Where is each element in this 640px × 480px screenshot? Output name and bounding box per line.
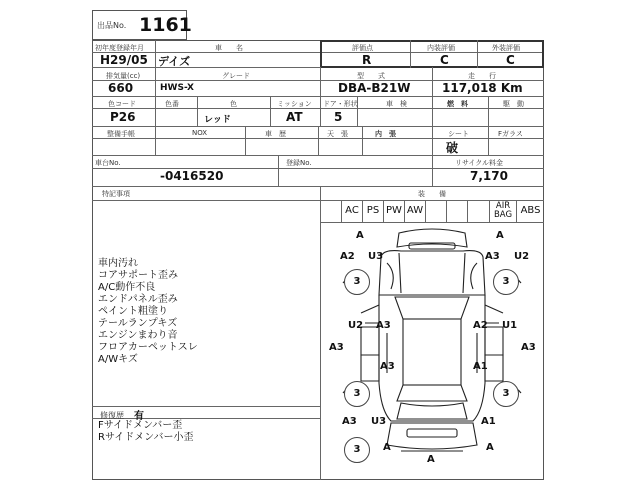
col-line [197, 96, 198, 126]
damage-code: A [496, 230, 504, 241]
col-line [245, 126, 246, 155]
grade-value: HWS-X [160, 83, 194, 93]
damage-code: U2 [348, 320, 364, 331]
recycle-value: 7,170 [470, 169, 508, 183]
damage-code: A2 [340, 251, 355, 262]
remark-item: エンドパネル歪み [98, 294, 178, 305]
damage-code: A1 [481, 416, 496, 427]
color-label: 色 [230, 100, 237, 108]
col-line [432, 155, 433, 186]
doors-value: 5 [334, 110, 343, 124]
equip-cell-empty [446, 200, 467, 222]
damage-code: A [356, 230, 364, 241]
row-line [92, 418, 320, 419]
lot-label: 出品No. [97, 21, 127, 30]
recycle-label: リサイクル料金 [455, 159, 504, 167]
repair-item: Rサイドメンバー小歪 [98, 432, 194, 443]
wheel-rear-left: 3 [344, 381, 370, 407]
remark-item: コアサポート歪み [98, 270, 178, 281]
col-line [432, 126, 433, 155]
equip-abs: ABS [516, 200, 544, 222]
col-line [488, 126, 489, 155]
col-line [410, 40, 411, 68]
wheel-front-left: 3 [344, 269, 370, 295]
equip-cell-empty [320, 200, 341, 222]
col-line [320, 67, 321, 96]
col-line [278, 155, 279, 186]
col-line [488, 96, 489, 126]
equip-cell-empty [467, 200, 489, 222]
transmission-label: ミッション [277, 100, 312, 108]
mileage-value: 117,018 Km [442, 81, 523, 95]
damage-code: A3 [376, 320, 391, 331]
row-line [92, 155, 544, 156]
fglass-label: Fガラス [498, 130, 523, 138]
remark-item: エンジンまわり音 [98, 330, 178, 341]
name-label: 車 名 [215, 44, 243, 52]
wheel-front-right: 3 [493, 269, 519, 295]
sunroof-label: 天 張 [327, 130, 348, 138]
mileage-label: 走 行 [468, 72, 496, 80]
damage-code: U3 [371, 416, 387, 427]
equip-airbag: AIR BAG [489, 200, 516, 222]
damage-code: U2 [514, 251, 530, 262]
col-line [432, 96, 433, 126]
drive-label: 駆 動 [503, 100, 524, 108]
front-bumper-shape [397, 229, 467, 247]
lot-number: 1161 [139, 14, 192, 36]
damage-code: A1 [473, 361, 488, 372]
color-value: レッド [204, 115, 231, 125]
col-line [362, 126, 363, 155]
remark-item: A/C動作不良 [98, 282, 156, 293]
displacement-value: 660 [108, 81, 134, 95]
name-value: デイズ [158, 55, 191, 68]
equip-ac: AC [341, 200, 362, 222]
equipment-label: 装 備 [418, 190, 446, 198]
equip-aw: AW [404, 200, 425, 222]
exterior-value: C [506, 53, 515, 67]
interior-label: 内装評価 [427, 44, 455, 52]
remark-item: A/Wキズ [98, 354, 138, 365]
col-line [155, 126, 156, 155]
fuel-label: 燃 料 [447, 100, 468, 108]
col-line [318, 126, 319, 155]
doors-label: ドア・形状 [323, 100, 358, 108]
col-line [155, 40, 156, 68]
grade-label: グレード [222, 72, 250, 80]
damage-code: A3 [485, 251, 500, 262]
chassis-label: 車台No. [95, 159, 121, 167]
exterior-label: 外装評価 [492, 44, 520, 52]
damage-code: A3 [342, 416, 357, 427]
seat-label: シート [448, 130, 469, 138]
col-line [320, 96, 321, 126]
first-reg-value: H29/05 [100, 53, 148, 67]
remarks-label: 特記事項 [102, 190, 130, 198]
wheel-rear-lower-left: 3 [344, 437, 370, 463]
damage-code: A [383, 442, 391, 453]
score-value: R [362, 53, 372, 67]
damage-code: A2 [473, 320, 488, 331]
remark-item: 車内汚れ [98, 258, 138, 269]
remark-item: ペイント粗塗り [98, 306, 168, 317]
col-line [155, 67, 156, 96]
repair-value: 有 [134, 411, 144, 422]
damage-code: A3 [329, 342, 344, 353]
displacement-label: 排気量(cc) [106, 72, 141, 80]
col-line [155, 96, 156, 126]
interior-top-label: 内 張 [375, 130, 396, 138]
remarks-list [98, 258, 198, 366]
maintenance-label: 整備手帳 [107, 130, 135, 138]
damage-code: U1 [502, 320, 518, 331]
wheel-rear-right: 3 [493, 381, 519, 407]
first-reg-label: 初年度登録年月 [95, 44, 144, 52]
color-code-value: P26 [110, 110, 136, 124]
color-no-label: 色番 [165, 100, 179, 108]
lot-box [92, 10, 192, 40]
col-line [477, 40, 478, 68]
interior-value: C [440, 53, 449, 67]
damage-code: A3 [521, 342, 536, 353]
damage-code: A [486, 442, 494, 453]
remark-item: フロアカーペットスレ [98, 342, 198, 353]
model-label: 型 式 [357, 72, 385, 80]
damage-code: A [427, 454, 435, 465]
registration-label: 登録No. [286, 159, 312, 167]
transmission-value: AT [286, 110, 303, 124]
model-value: DBA-B21W [338, 81, 411, 95]
color-code-label: 色コード [108, 100, 136, 108]
seat-value: 破 [446, 141, 459, 155]
row-line [92, 96, 544, 97]
remark-item: テールランプキズ [98, 318, 178, 329]
chassis-value: -0416520 [160, 169, 224, 183]
repair-item: Fサイドメンバー歪 [98, 420, 183, 431]
damage-code: A3 [380, 361, 395, 372]
repair-label: 修復歴 [100, 411, 124, 420]
inspection-label: 車 検 [386, 100, 407, 108]
nox-label: NOX [192, 129, 208, 137]
history-label: 車 歴 [265, 130, 286, 138]
equip-cell-empty [425, 200, 446, 222]
equip-ps: PS [362, 200, 383, 222]
damage-code: U3 [368, 251, 384, 262]
score-label: 評価点 [352, 44, 373, 52]
row-line [92, 186, 544, 187]
row-line [92, 406, 320, 407]
col-line [270, 96, 271, 126]
row-line [92, 108, 544, 109]
col-line [432, 67, 433, 96]
equip-pw: PW [383, 200, 404, 222]
